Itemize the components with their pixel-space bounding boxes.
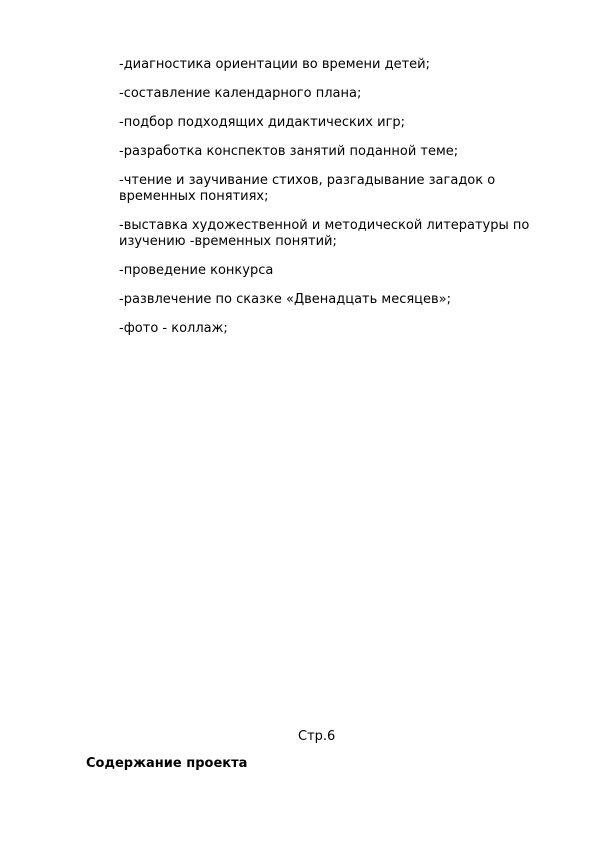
list-item: -диагностика ориентации во времени детей; [119,57,430,72]
activity-list [119,57,549,350]
list-item: -фото - коллаж; [119,321,228,336]
list-item: -разработка конспектов занятий поданной теме; [119,144,459,159]
list-item: -составление календарного плана; [119,86,362,101]
section-heading: Содержание проекта [86,756,248,771]
list-item: -чтение и заучивание стихов, разгадывание загадок о временных понятиях; [119,173,496,204]
list-item: -выставка художественной и методической литературы по изучению -временных понятий; [119,218,530,249]
list-item: -подбор подходящих дидактических игр; [119,115,406,130]
list-item: -развлечение по сказке «Двенадцать месяцев»; [119,292,452,307]
page-number: Стр.6 [298,729,336,744]
list-item: -проведение конкурса [119,263,274,278]
